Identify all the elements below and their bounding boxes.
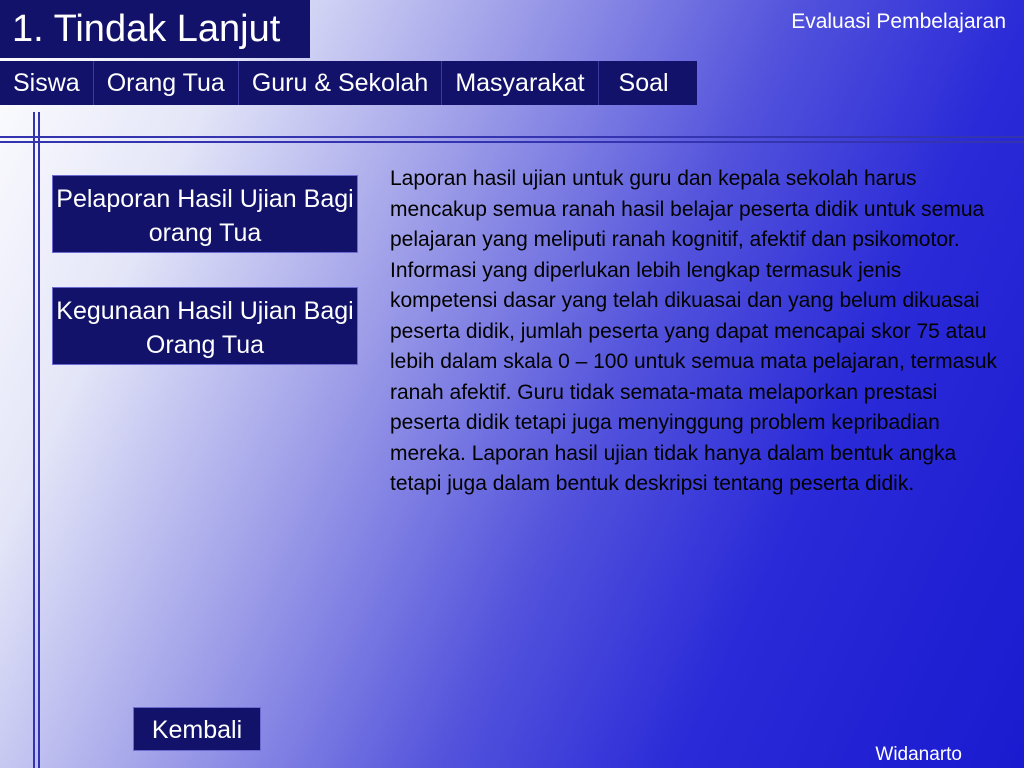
author-label: Widanarto bbox=[875, 744, 962, 765]
tab-orang-tua[interactable]: Orang Tua bbox=[94, 61, 239, 105]
divider-line bbox=[33, 112, 35, 768]
page-title: 1. Tindak Lanjut bbox=[0, 0, 310, 58]
divider-line bbox=[0, 136, 1024, 138]
tab-guru-sekolah[interactable]: Guru & Sekolah bbox=[239, 61, 443, 105]
content-text: Laporan hasil ujian untuk guru dan kepala sekolah harus mencakup semua ranah hasil belajar peserta didik untuk semua pelajaran yang meliputi ranah kognitif, afektif dan psikomotor. Informasi yang diperlukan lebih lengkap termasuk jenis kompetensi dasar yang telah dikuasai dan yang belum dikuasai peserta didik, jumlah peserta yang dapat mencapai skor 75 atau lebih dalam skala 0 – 100 untuk semua mata pelajaran, termasuk ranah afektif. Guru tidak semata-mata melaporkan prestasi peserta didik tetapi juga menyinggung problem kepribadian mereka. Laporan hasil ujian tidak hanya dalam bentuk angka tetapi juga dalam bentuk deskripsi tentang peserta didik. bbox=[390, 167, 998, 495]
tab-siswa[interactable]: Siswa bbox=[0, 61, 94, 105]
kegunaan-hasil-ujian-button[interactable]: Kegunaan Hasil Ujian Bagi Orang Tua bbox=[52, 287, 358, 365]
divider-line bbox=[38, 112, 40, 768]
tab-soal[interactable]: Soal bbox=[618, 69, 669, 97]
divider-line bbox=[0, 141, 1024, 143]
nav-bar bbox=[0, 61, 697, 105]
pelaporan-hasil-ujian-button[interactable]: Pelaporan Hasil Ujian Bagi orang Tua bbox=[52, 175, 358, 253]
app-subtitle: Evaluasi Pembelajaran bbox=[791, 10, 1006, 33]
back-button[interactable]: Kembali bbox=[133, 707, 261, 751]
tab-masyarakat[interactable]: Masyarakat bbox=[442, 61, 598, 105]
